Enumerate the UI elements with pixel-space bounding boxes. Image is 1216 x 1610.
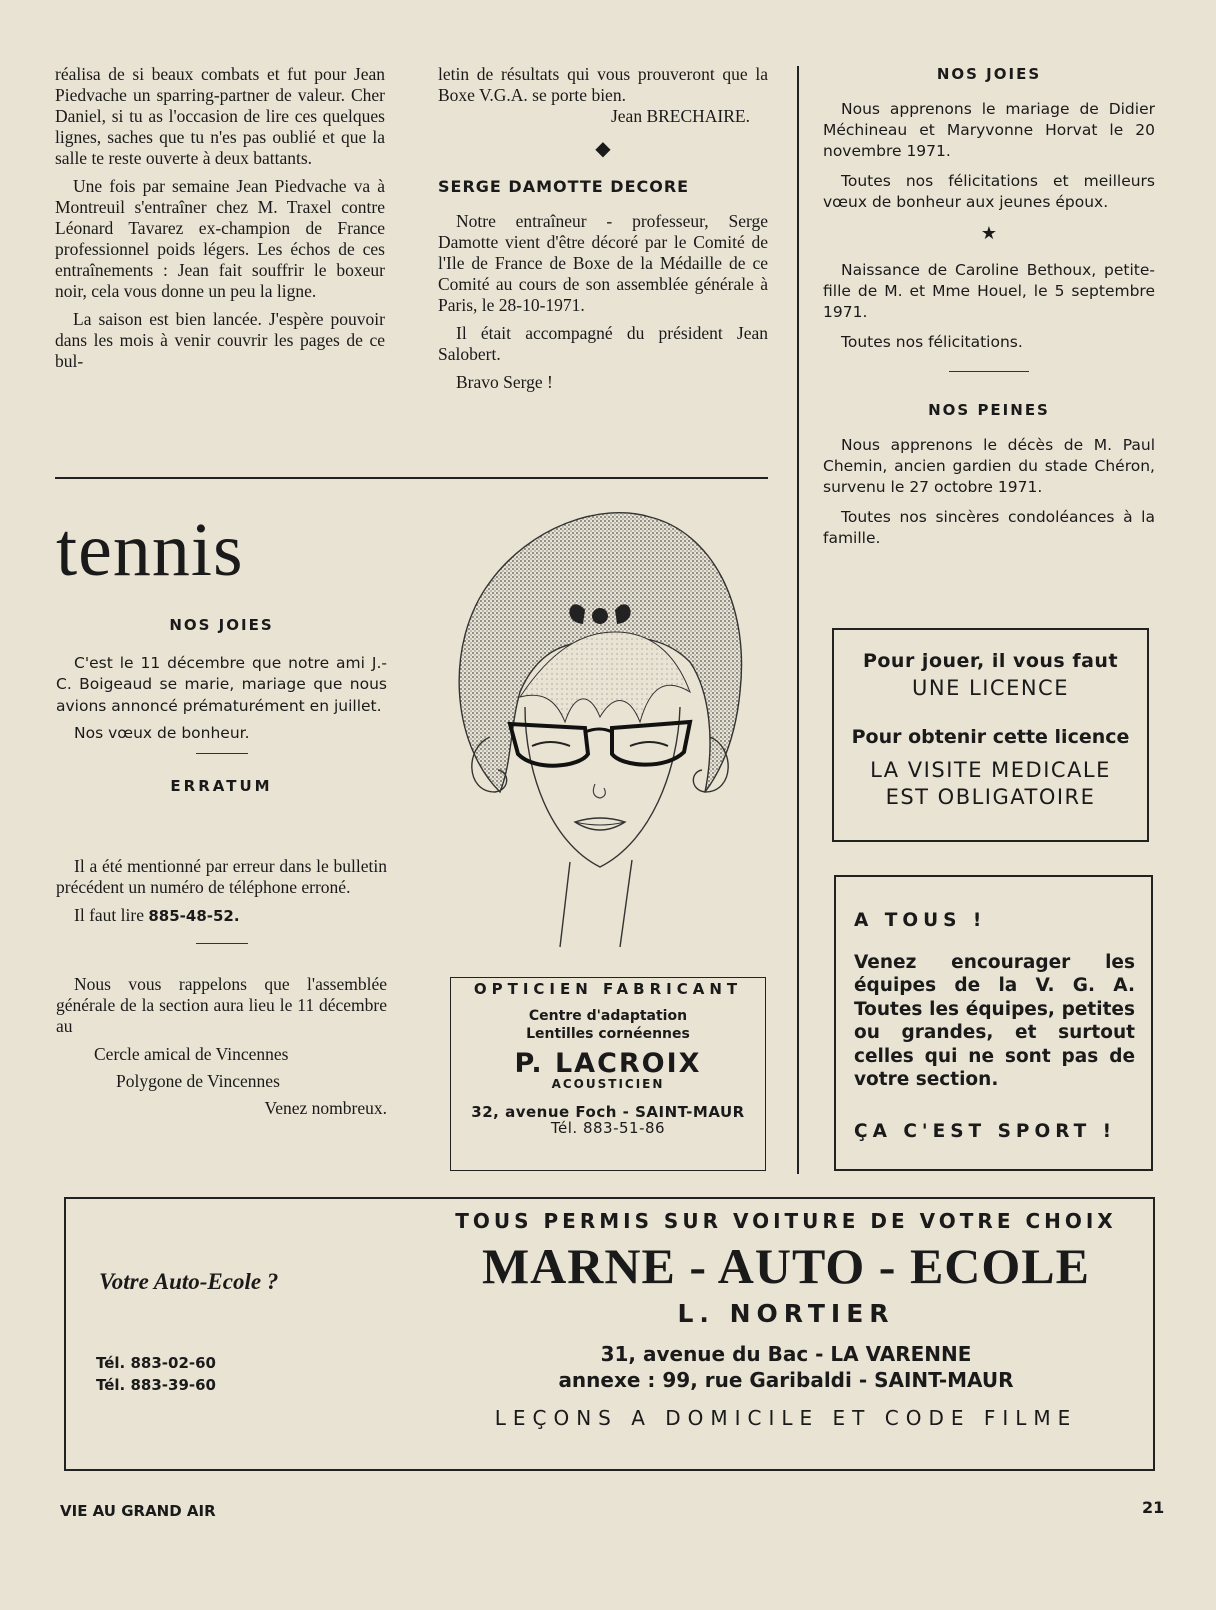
auto-ecole-question: Votre Auto-Ecole ? [99, 1269, 279, 1294]
paragraph: Nos vœux de bonheur. [74, 724, 250, 742]
paragraph: C'est le 11 décembre que notre ami J.-C. Boigeaud se marie, mariage que nous avions annoncé prématurément en juillet. [56, 653, 387, 715]
opticien-role: ACOUSTICIEN [551, 1077, 665, 1091]
paragraph: Toutes nos sincères condoléances à la famille. [823, 508, 1155, 547]
auto-ecole-ad [64, 1197, 1155, 1471]
separator [196, 753, 248, 754]
erratum-title: ERRATUM [170, 776, 273, 795]
paragraph: Nous apprenons le décès de M. Paul Chemin, ancien gardien du stade Chéron, survenu le 27 octobre 1971. [823, 436, 1155, 496]
erratum-correction [56, 905, 387, 927]
a-tous-box [834, 875, 1153, 1171]
paragraph: Toutes nos félicitations et meilleurs vœux de bonheur aux jeunes époux. [823, 172, 1155, 211]
auto-ecole-tel1: Tél. 883-02-60 [96, 1354, 216, 1372]
boxe-article-col2 [438, 64, 768, 400]
page-number: 21 [1142, 1498, 1165, 1517]
venue-line2: Polygone de Vincennes [116, 1071, 280, 1091]
separator [949, 371, 1029, 372]
licence-line3: Pour obtenir cette licence [851, 726, 1130, 748]
auto-ecole-footer: LEÇONS A DOMICILE ET CODE FILME [494, 1406, 1078, 1430]
paragraph: letin de résultats qui vous prouveront que la Boxe V.G.A. se porte bien. [438, 64, 768, 105]
opticien-line3: Lentilles cornéennes [526, 1026, 690, 1042]
paragraph: La saison est bien lancée. J'espère pouvoir dans les mois à venir couvrir les pages de ce bul- [55, 309, 385, 371]
auto-ecole-main [436, 1209, 1136, 1430]
boxe-article-col1 [55, 64, 385, 379]
diamond-icon: ◆ [595, 138, 611, 160]
nos-joies-title: NOS JOIES [936, 65, 1042, 83]
auto-ecole-address1: 31, avenue du Bac - LA VARENNE [600, 1342, 972, 1366]
paragraph: Il était accompagné du président Jean Salobert. [438, 323, 768, 364]
opticien-ad [450, 977, 766, 1171]
opticien-tel: Tél. 883-51-86 [550, 1119, 666, 1137]
paragraph: Une fois par semaine Jean Piedvache va à Montreuil s'entraîner chez M. Traxel contre Léonard Tavarez ex-champion de France professionnel poids légers. Les échos de ces entraînements : Jean fait souffrir le boxeur noir, cela vous donne un peu la ligne. [55, 176, 385, 301]
auto-ecole-tel2: Tél. 883-39-60 [96, 1376, 216, 1394]
a-tous-title: A TOUS ! [854, 910, 987, 931]
opticien-name: P. LACROIX [514, 1048, 702, 1079]
licence-line2: UNE LICENCE [912, 676, 1069, 700]
publication-name: VIE AU GRAND AIR [60, 1502, 216, 1520]
licence-line5: EST OBLIGATOIRE [885, 785, 1096, 809]
separator [196, 943, 248, 944]
venue-line1: Cercle amical de Vincennes [94, 1044, 289, 1064]
licence-line4: LA VISITE MEDICALE [870, 758, 1111, 782]
column-divider [797, 66, 799, 1174]
right-column [823, 64, 1155, 549]
star-icon: ★ [980, 223, 998, 244]
auto-ecole-tagline: TOUS PERMIS SUR VOITURE DE VOTRE CHOIX [455, 1209, 1117, 1233]
auto-ecole-owner: L. NORTIER [677, 1299, 895, 1328]
paragraph: Il a été mentionné par erreur dans le bulletin précédent un numéro de téléphone erroné. [56, 856, 387, 897]
phone-number: 885-48-52. [148, 907, 240, 925]
signature: Jean BRECHAIRE. [610, 106, 750, 126]
paragraph: Nous vous rappelons que l'assemblée générale de la section aura lieu le 11 décembre au [56, 974, 387, 1036]
serge-title: SERGE DAMOTTE DECORE [438, 177, 690, 196]
tennis-joies [56, 615, 387, 817]
nos-peines-title: NOS PEINES [928, 401, 1050, 419]
paragraph: Nous apprenons le mariage de Didier Méchineau et Maryvonne Horvat le 20 novembre 1971. [823, 100, 1155, 160]
tennis-heading: tennis [56, 508, 244, 592]
a-tous-body: Venez encourager les équipes de la V. G. A. Toutes les équipes, petites ou grandes, et surtout celles qui ne sont pas de votre section. [854, 951, 1135, 1090]
tennis-erratum [56, 856, 387, 1126]
paragraph: Notre entraîneur - professeur, Serge Damotte vient d'être décoré par le Comité de l'Ile de France de Boxe de la Médaille de ce Comité au cours de son assemblée générale à Paris, le 28-10-1971. [438, 211, 768, 315]
licence-box [832, 628, 1149, 842]
paragraph: Bravo Serge ! [456, 372, 553, 392]
paragraph: Toutes nos félicitations. [841, 333, 1023, 351]
paragraph: réalisa de si beaux combats et fut pour Jean Piedvache un sparring-partner de valeur. Cher Daniel, si tu as l'occasion de lire ces quelques lignes, saches que tu n'es pas oublié et que la salle te reste ouverte à deux battants. [55, 64, 385, 168]
a-tous-footer: ÇA C'EST SPORT ! [854, 1120, 1117, 1142]
tennis-joies-title: NOS JOIES [169, 616, 274, 634]
paragraph: Naissance de Caroline Bethoux, petite-fille de M. et Mme Houel, le 5 septembre 1971. [823, 261, 1155, 321]
venue-line3: Venez nombreux. [264, 1098, 387, 1118]
auto-ecole-address2: annexe : 99, rue Garibaldi - SAINT-MAUR [558, 1368, 1014, 1392]
opticien-line1: OPTICIEN FABRICANT [473, 980, 743, 998]
licence-line1: Pour jouer, il vous faut [862, 650, 1119, 672]
auto-ecole-name: MARNE - AUTO - ECOLE [481, 1238, 1090, 1294]
woman-portrait-illustration [440, 492, 760, 962]
opticien-line2: Centre d'adaptation [528, 1008, 688, 1024]
opticien-address: 32, avenue Foch - SAINT-MAUR [471, 1103, 745, 1121]
erratum-prefix: Il faut lire [74, 905, 144, 925]
section-divider [55, 477, 768, 479]
